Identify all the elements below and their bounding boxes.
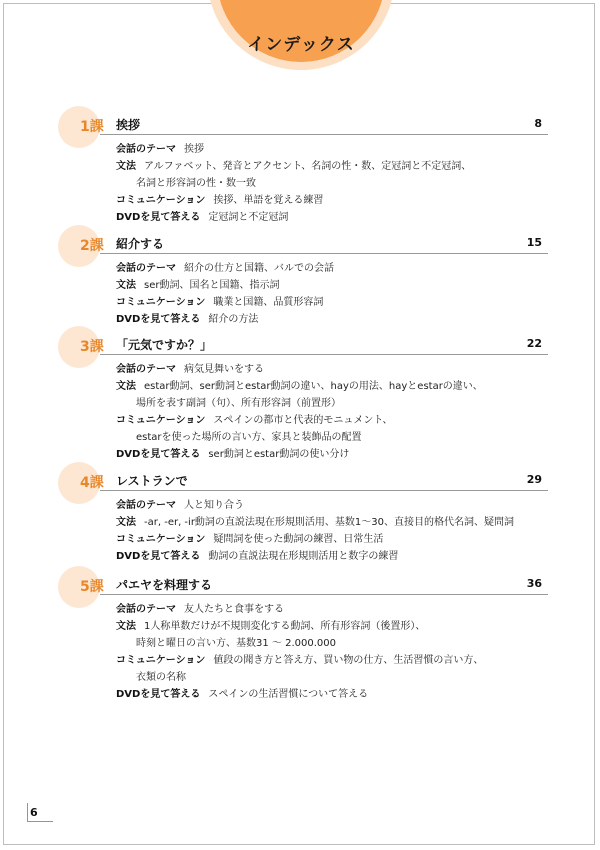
topic-row-continuation [116, 395, 546, 412]
topic-row [116, 378, 546, 395]
topic-text: スペインの生活習慣について答える [208, 689, 369, 700]
topic-text: 友人たちと食事をする [184, 604, 284, 615]
topic-text: 衣類の名称 [136, 672, 186, 683]
topic-row [116, 514, 546, 531]
lesson-page-number[interactable]: 22 [526, 337, 542, 350]
lesson-title[interactable]: パエヤを料理する [116, 578, 213, 592]
topic-text: アルファベット、発音とアクセント、名詞の性・数、定冠詞と不定冠詞、 [144, 161, 472, 172]
topic-row [116, 311, 546, 328]
topic-text: ser動詞、国名と国籍、指示詞 [144, 280, 280, 291]
topic-text: 時刻と曜日の言い方、基数31 ～ 2.000.000 [136, 638, 336, 649]
topic-text: 定冠詞と不定冠詞 [208, 212, 289, 223]
topic-label: コミュニケーション [116, 534, 206, 545]
topic-label: 会話のテーマ [116, 144, 176, 155]
lesson-rule [100, 134, 548, 135]
topic-label: DVDを見て答える [116, 689, 201, 700]
topic-row-continuation [116, 175, 546, 192]
topic-text: 挨拶、単語を覚える練習 [213, 195, 324, 206]
topic-row-continuation [116, 429, 546, 446]
topic-row [116, 294, 546, 311]
topic-label: 文法 [116, 161, 136, 172]
page-number: 6 [30, 806, 38, 819]
topic-row [116, 446, 546, 463]
lesson-title[interactable]: レストランで [116, 474, 188, 488]
topic-row [116, 548, 546, 565]
topic-text: 人と知り合う [184, 500, 244, 511]
topic-label: コミュニケーション [116, 297, 206, 308]
lesson-page-number[interactable]: 15 [526, 236, 542, 249]
lesson-rule [100, 594, 548, 595]
topic-text: スペインの都市と代表的モニュメント、 [213, 415, 393, 426]
topic-label: DVDを見て答える [116, 314, 201, 325]
topic-text: 紹介の方法 [208, 314, 259, 325]
lesson-page-number[interactable]: 8 [534, 117, 542, 130]
topic-label: コミュニケーション [116, 655, 206, 666]
topic-text: 1人称単数だけが不規則変化する動詞、所有形容詞（後置形）、 [144, 621, 426, 632]
page-number-rule-horizontal [27, 821, 53, 822]
topic-label: 会話のテーマ [116, 364, 176, 375]
topic-label: 文法 [116, 381, 136, 392]
topic-label: 会話のテーマ [116, 604, 176, 615]
topic-label: コミュニケーション [116, 415, 206, 426]
lesson-topic-list [116, 141, 546, 226]
topic-row [116, 141, 546, 158]
topic-text: ser動詞とestar動詞の使い分け [208, 449, 350, 460]
topic-row [116, 260, 546, 277]
lesson-topic-list [116, 260, 546, 328]
topic-text: 名詞と形容詞の性・数一致 [136, 178, 256, 189]
topic-text: estarを使った場所の言い方、家具と装飾品の配置 [136, 432, 362, 443]
topic-label: 会話のテーマ [116, 263, 176, 274]
topic-text: -ar, -er, -ir動詞の直説法現在形規則活用、基数1～30、直接目的格代名詞、疑問詞 [144, 517, 515, 528]
topic-text: 場所を表す副詞（句）、所有形容詞（前置形） [136, 398, 341, 409]
topic-label: 会話のテーマ [116, 500, 176, 511]
topic-label: DVDを見て答える [116, 449, 201, 460]
topic-row [116, 652, 546, 669]
topic-row [116, 361, 546, 378]
lesson-title[interactable]: 紹介する [116, 237, 165, 251]
lesson-topic-list [116, 361, 546, 463]
lesson-rule [100, 354, 548, 355]
topic-row [116, 686, 546, 703]
lesson-page-number[interactable]: 36 [526, 577, 542, 590]
topic-text: 動詞の直説法現在形規則活用と数字の練習 [208, 551, 399, 562]
topic-row [116, 412, 546, 429]
topic-row [116, 192, 546, 209]
lesson-topic-list [116, 601, 546, 703]
topic-label: コミュニケーション [116, 195, 206, 206]
topic-row [116, 601, 546, 618]
topic-text: 職業と国籍、品質形容詞 [213, 297, 324, 308]
topic-text: 紹介の仕方と国籍、バルでの会話 [184, 263, 334, 274]
topic-label: DVDを見て答える [116, 551, 201, 562]
topic-text: 値段の聞き方と答え方、買い物の仕方、生活習慣の言い方、 [213, 655, 484, 666]
page-number-rule-vertical [27, 803, 28, 821]
topic-text: 疑問詞を使った動詞の練習、日常生活 [213, 534, 384, 545]
topic-text: 病気見舞いをする [184, 364, 264, 375]
lesson-number: 1課 [80, 119, 104, 135]
topic-row [116, 531, 546, 548]
lesson-title[interactable]: 挨拶 [116, 118, 141, 132]
lesson-topic-list [116, 497, 546, 565]
topic-row [116, 209, 546, 226]
topic-row-continuation [116, 669, 546, 686]
topic-label: 文法 [116, 621, 136, 632]
topic-label: DVDを見て答える [116, 212, 201, 223]
lesson-number: 5課 [80, 579, 104, 595]
topic-text: estar動詞、ser動詞とestar動詞の違い、hayの用法、hayとestarの違い、 [144, 381, 483, 392]
lesson-number: 2課 [80, 238, 104, 254]
lesson-title[interactable]: 「元気ですか？」 [116, 338, 213, 352]
page-title: インデックス [247, 35, 355, 55]
topic-row [116, 618, 546, 635]
lesson-number: 4課 [80, 475, 104, 491]
topic-text: 挨拶 [184, 144, 204, 155]
lesson-rule [100, 490, 548, 491]
topic-label: 文法 [116, 280, 136, 291]
topic-row [116, 158, 546, 175]
topic-row-continuation [116, 635, 546, 652]
lesson-page-number[interactable]: 29 [526, 473, 542, 486]
lesson-number: 3課 [80, 339, 104, 355]
topic-row [116, 497, 546, 514]
topic-label: 文法 [116, 517, 136, 528]
lesson-rule [100, 253, 548, 254]
topic-row [116, 277, 546, 294]
